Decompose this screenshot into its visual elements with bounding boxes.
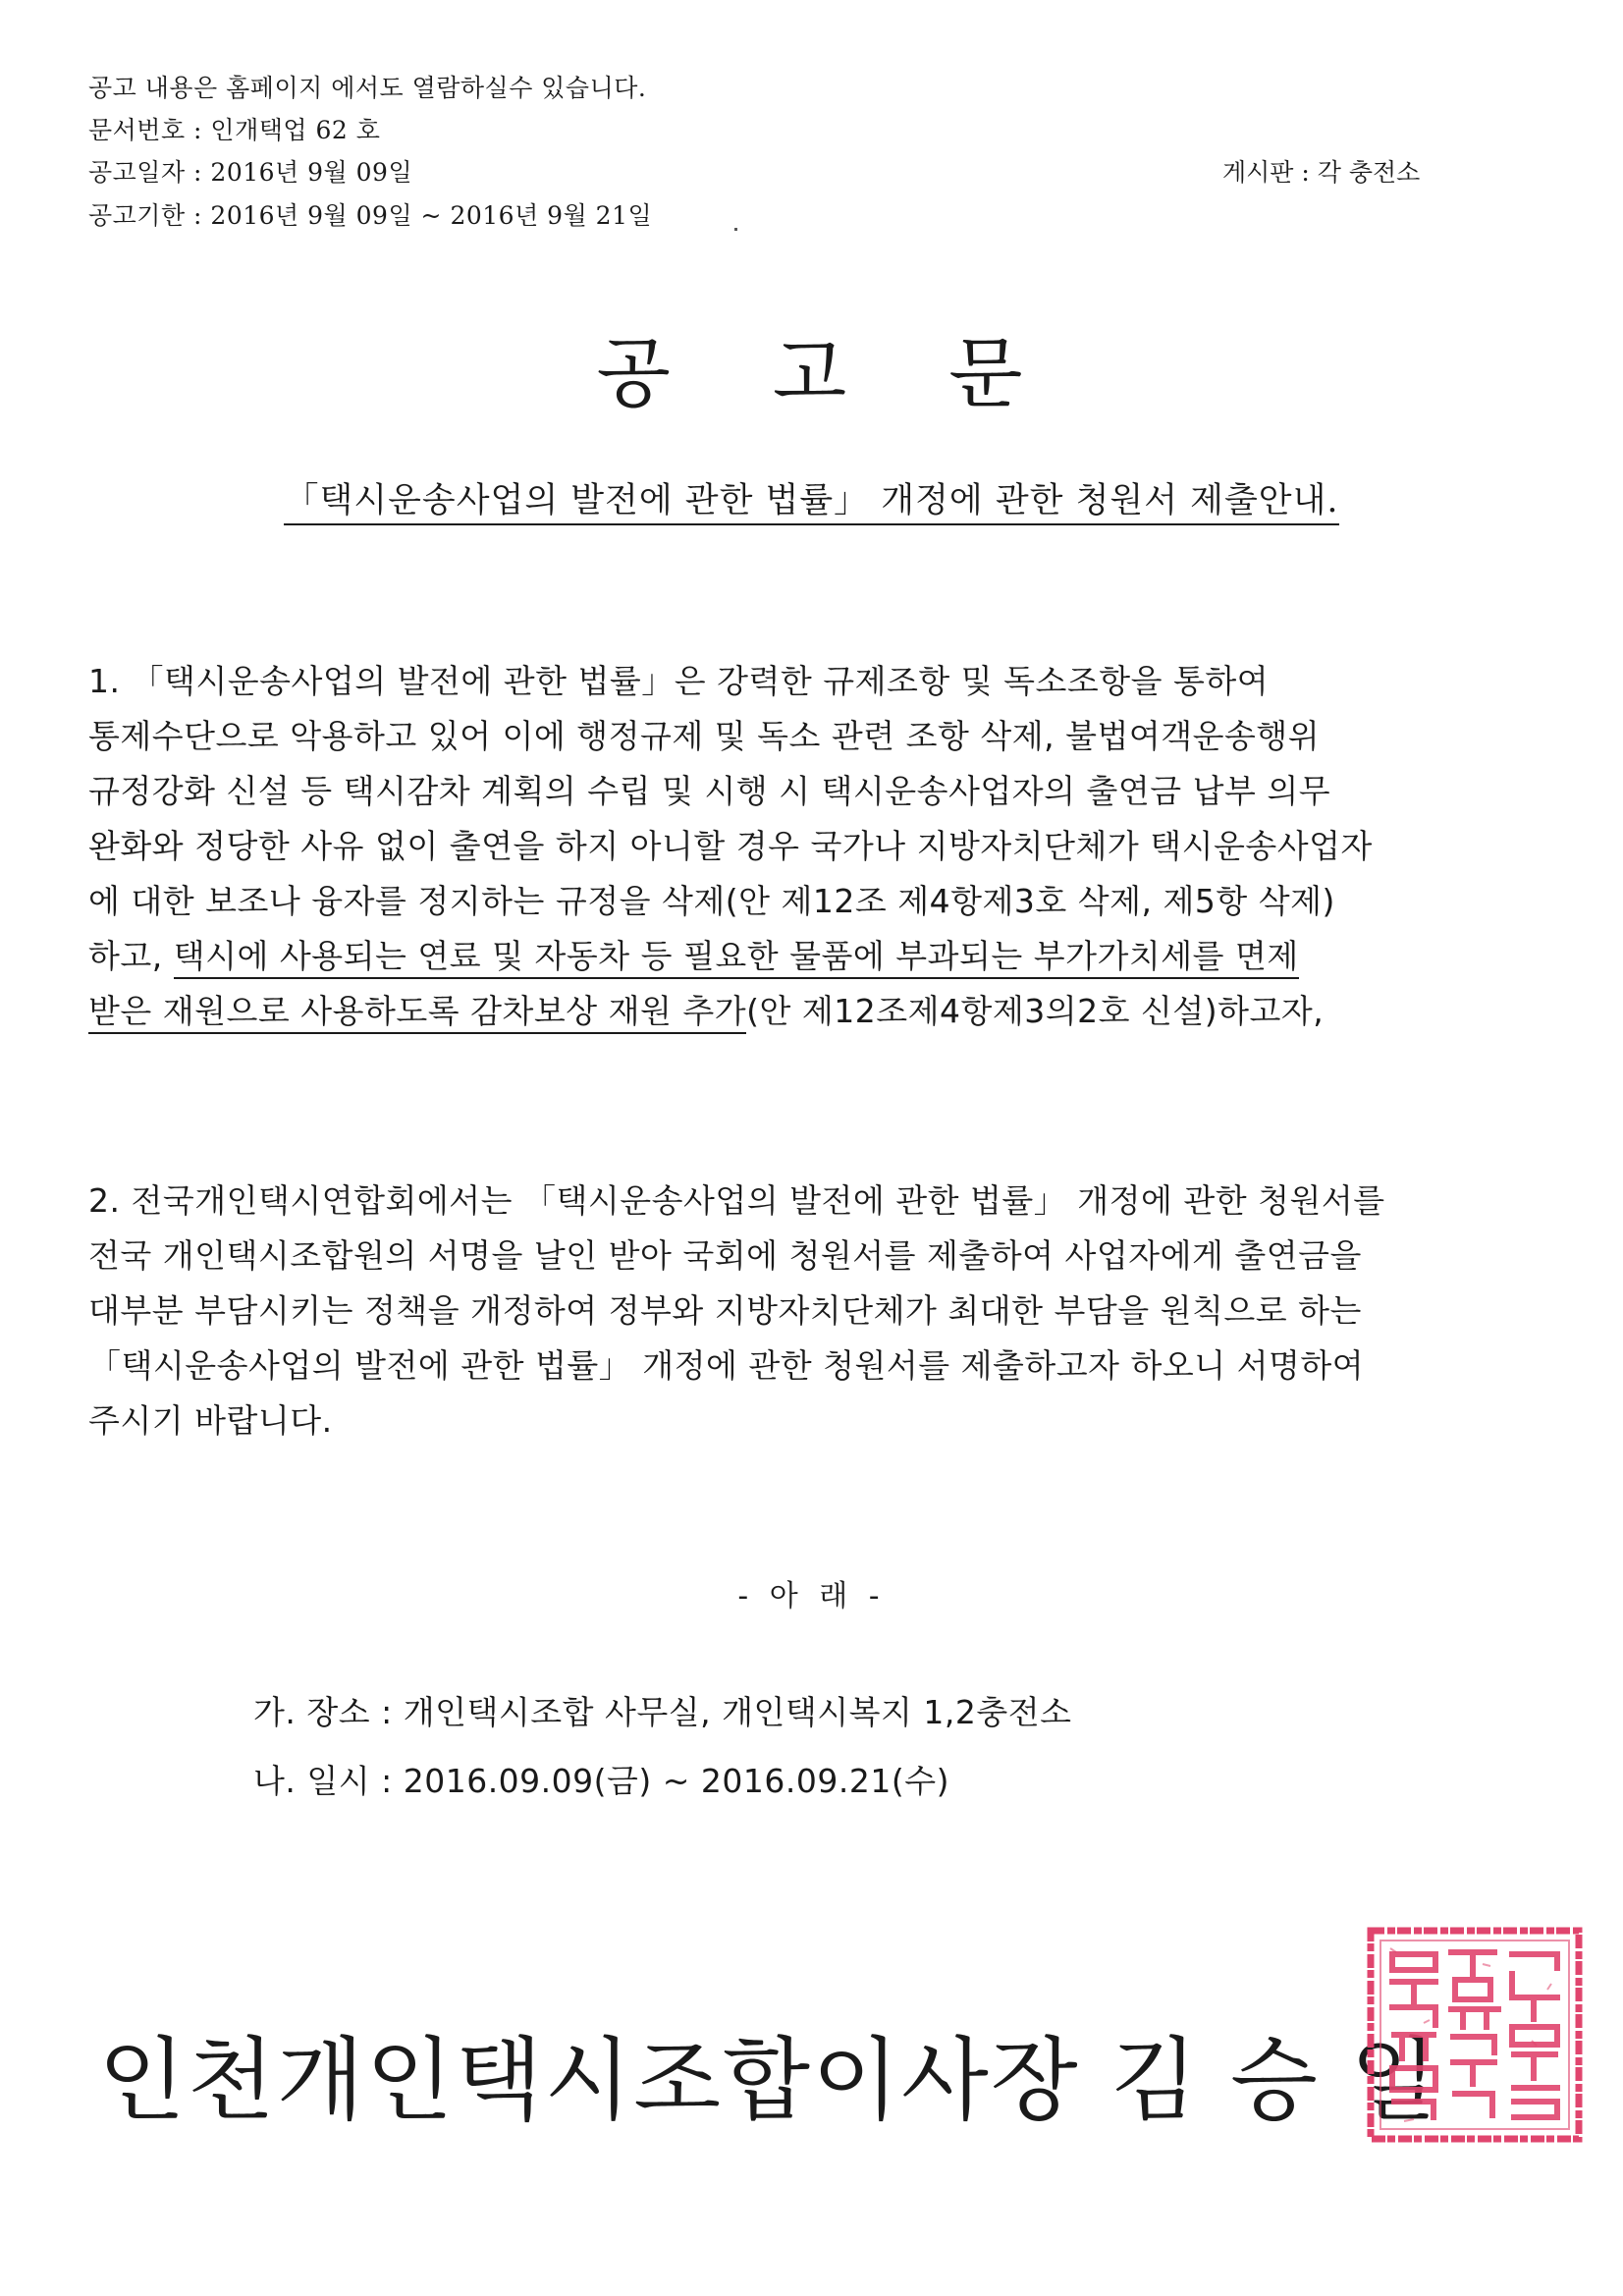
- para1-line: 1. 「택시운송사업의 발전에 관한 법률」은 강력한 규제조항 및 독소조항을 통하여: [88, 662, 1270, 700]
- bulletin-board: 게시판 : 각 충전소: [1222, 158, 1421, 187]
- below-heading: - 아 래 -: [737, 1579, 886, 1613]
- para1-line: [88, 984, 1581, 1039]
- subtitle-text: 「택시운송사업의 발전에 관한 법률」 개정에 관한 청원서 제출안내.: [284, 481, 1338, 525]
- seal-graphic: [1365, 1925, 1585, 2145]
- para1-line: 에 대한 보조나 융자를 정지하는 규정을 삭제(안 제12조 제4항제3호 삭제, 제5항 삭제): [88, 882, 1335, 920]
- para2-line: 주시기 바랍니다.: [88, 1401, 333, 1440]
- title-char-1: 공: [596, 330, 675, 418]
- paragraph-1: [88, 654, 1581, 1039]
- para1-line7-underlined: 받은 재원으로 사용하도록 감차보상 재원 추가: [88, 992, 746, 1034]
- notice-homepage-line: 공고 내용은 홈페이지 에서도 열람하실수 있습니다.: [88, 74, 647, 102]
- para1-line: [88, 929, 1581, 984]
- para1-line6-prefix: 하고,: [88, 937, 174, 975]
- para2-line: 2. 전국개인택시연합회에서는 「택시운송사업의 발전에 관한 법률」 개정에 관한 청원서를: [88, 1181, 1385, 1220]
- signer-name: 인천개인택시조합이사장 김 승 일: [98, 2028, 1439, 2133]
- notice-period: 공고기한 : 2016년 9월 09일 ~ 2016년 9월 21일: [88, 201, 653, 230]
- para2-line: 대부분 부담시키는 정책을 개정하여 정부와 지방자치단체가 최대한 부담을 원칙으로 하는: [88, 1291, 1362, 1330]
- official-seal: [1365, 1925, 1585, 2145]
- subtitle: [0, 473, 1623, 522]
- para1-line7-suffix: (안 제12조제4항제3의2호 신설)하고자,: [746, 992, 1325, 1030]
- item-place: 가. 장소 : 개인택시조합 사무실, 개인택시복지 1,2충전소: [253, 1693, 1072, 1731]
- title-char-3: 문: [948, 330, 1027, 418]
- paragraph-2: [88, 1174, 1581, 1449]
- notice-date: 공고일자 : 2016년 9월 09일: [88, 158, 413, 187]
- document-number: 문서번호 : 인개택업 62 호: [88, 116, 381, 144]
- page-title: [0, 312, 1623, 422]
- scan-speck: [734, 228, 737, 231]
- para1-line6-underlined: 택시에 사용되는 연료 및 자동차 등 필요한 물품에 부과되는 부가가치세를 면제: [174, 937, 1299, 979]
- item-date: 나. 일시 : 2016.09.09(금) ~ 2016.09.21(수): [253, 1762, 949, 1800]
- para1-line: 완화와 정당한 사유 없이 출연을 하지 아니할 경우 국가나 지방자치단체가 택시운송사업자: [88, 827, 1373, 865]
- para1-line: 통제수단으로 악용하고 있어 이에 행정규제 및 독소 관련 조항 삭제, 불법여객운송행위: [88, 717, 1321, 755]
- title-char-2: 고: [772, 330, 851, 418]
- para2-line: 「택시운송사업의 발전에 관한 법률」 개정에 관한 청원서를 제출하고자 하오니 서명하여: [88, 1346, 1365, 1385]
- para2-line: 전국 개인택시조합원의 서명을 날인 받아 국회에 청원서를 제출하여 사업자에게 출연금을: [88, 1236, 1362, 1275]
- para1-line: 규정강화 신설 등 택시감차 계획의 수립 및 시행 시 택시운송사업자의 출연금 납부 의무: [88, 772, 1331, 810]
